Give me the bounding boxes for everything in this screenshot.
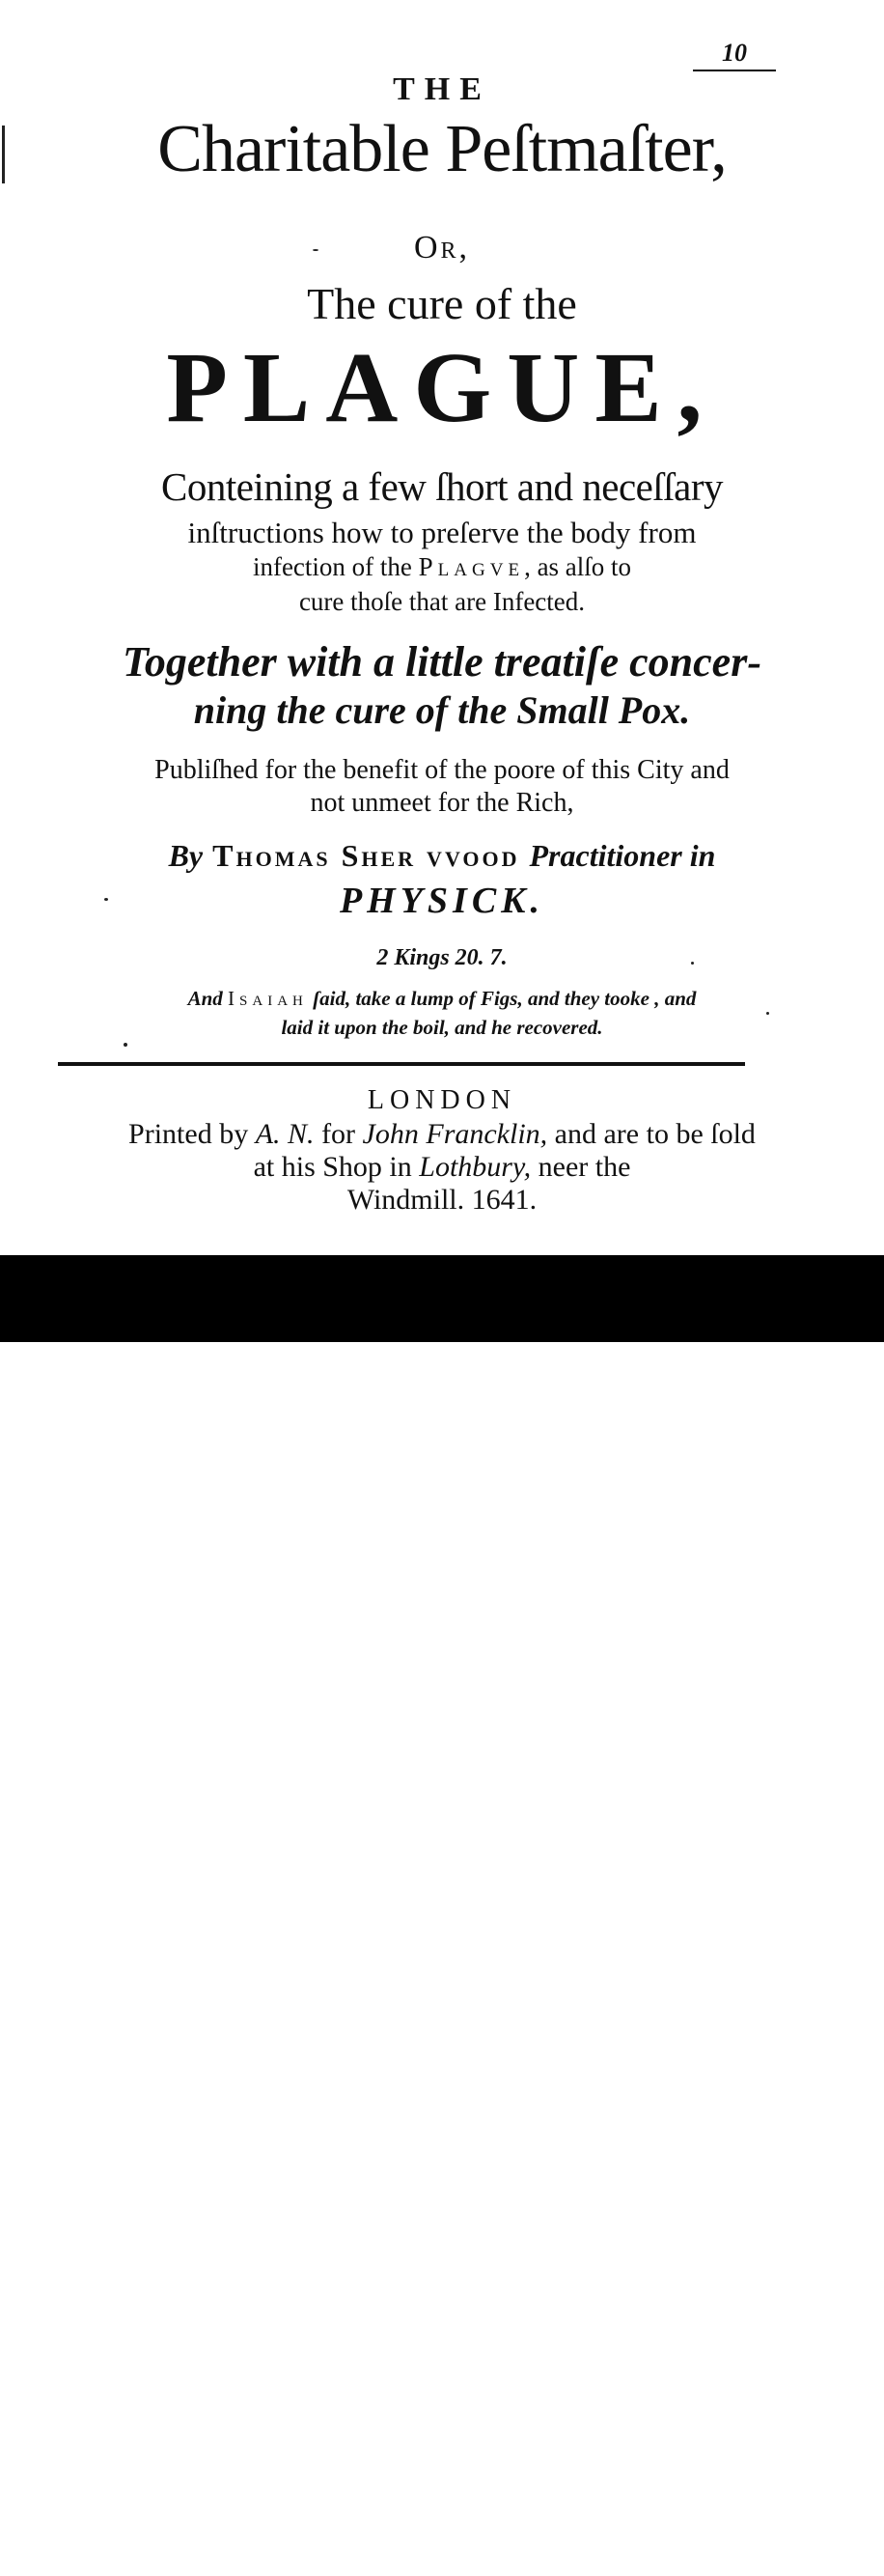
imprint-printed-by: Printed by [128, 1118, 256, 1150]
description-line-1: Conteining a few ſhort and neceſſary [161, 464, 723, 509]
title-page [0, 0, 884, 1255]
alamy-logo: alamy [19, 2531, 132, 2570]
title-or: Or, [413, 230, 471, 266]
author-line [0, 840, 884, 871]
description-line-3-end: , as alſo to [524, 552, 632, 581]
description-line-4: cure thoſe that are Infected. [298, 587, 586, 616]
plague-small-caps: Plagve [418, 552, 525, 581]
ink-speck [313, 249, 318, 251]
imprint-line-3: Windmill. 1641. [346, 1184, 538, 1216]
imprint-london: LONDON [367, 1085, 517, 1115]
imprint-line-1 [0, 1120, 884, 1149]
ink-speck [691, 962, 694, 965]
scripture-quote-line-1 [0, 989, 884, 1009]
ink-speck [124, 1043, 127, 1047]
scan-edge-mark [2, 126, 5, 183]
imprint-place: Lothbury, [419, 1151, 532, 1183]
quote-rest: ſaid, take a lump of Figs, and they tooke , and [307, 987, 697, 1010]
page-number: 10 [693, 39, 776, 71]
imprint-printer: A. N. [255, 1118, 315, 1150]
published-line-1: Publiſhed for the benefit of the poore of this City and [154, 755, 730, 785]
description-line-3-start: infection of the [252, 552, 419, 581]
imprint-shop: at his Shop in [253, 1151, 420, 1183]
quote-start: And [187, 987, 229, 1010]
divider-rule [58, 1062, 745, 1066]
subtitle-cure: The cure of the [307, 279, 577, 328]
imprint-for: for [314, 1118, 363, 1150]
imprint-bookseller: John Francklin, [362, 1118, 548, 1150]
subtitle-plague: PLAGUE, [166, 332, 718, 443]
imprint-sold: and are to be ſold [547, 1118, 756, 1150]
author-name: Thomas Sher vvood [212, 838, 520, 873]
ink-speck [104, 898, 108, 901]
published-line-2: not unmeet for the Rich, [310, 788, 574, 818]
imprint-neer: neer the [531, 1151, 631, 1183]
image-id: EC825J [813, 2528, 861, 2543]
physick-line: PHYSICK. [339, 881, 545, 921]
by-prefix: By [168, 838, 204, 873]
stock-url: www.alamy.com [752, 2561, 861, 2576]
scripture-reference: 2 Kings 20. 7. [376, 945, 508, 970]
author-title: Practitioner in [529, 838, 716, 873]
main-title: Charitable Peſtmaſter, [157, 112, 727, 186]
watermark-bar [0, 1255, 884, 2576]
isaiah-name: Isaiah [228, 987, 308, 1010]
scripture-quote-line-2: laid it upon the boil, and he recovered. [281, 1016, 603, 1039]
together-line-2: ning the cure of the Small Pox. [193, 688, 691, 732]
ink-speck [766, 1012, 769, 1015]
together-line-1: Together with a little treatiſe concer- [123, 638, 761, 686]
imprint-line-2 [0, 1153, 884, 1182]
description-line-2: inſtructions how to preſerve the body from [187, 516, 697, 549]
title-the: THE [393, 71, 491, 107]
description-line-3 [0, 554, 884, 580]
